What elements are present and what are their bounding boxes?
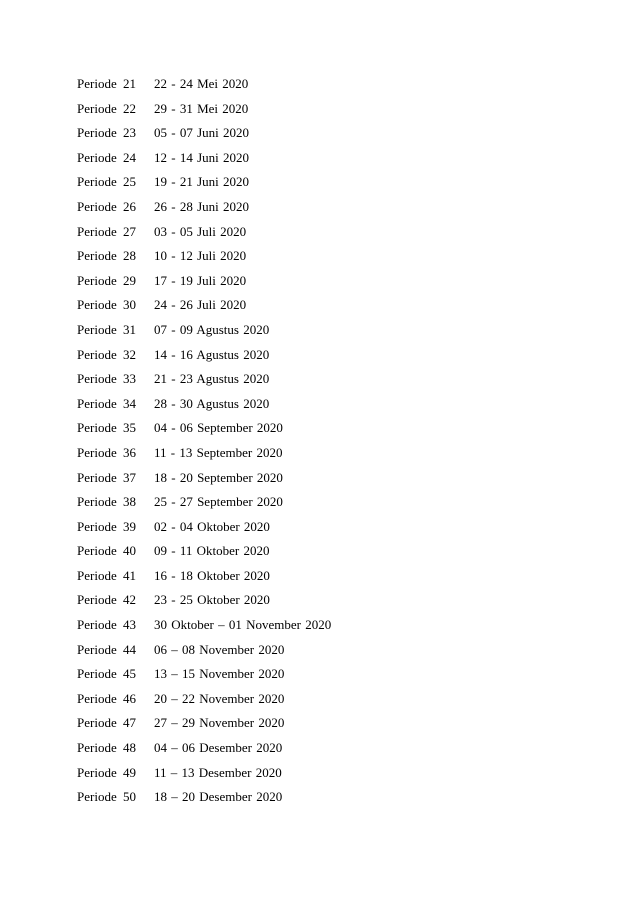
period-label: Periode 49 (77, 764, 136, 780)
period-dates: 23 - 25 Oktober 2020 (154, 592, 270, 608)
period-label: Periode 25 (77, 174, 136, 190)
period-dates: 24 - 26 Juli 2020 (154, 297, 247, 313)
schedule-row (77, 343, 577, 368)
period-label: Periode 39 (77, 518, 136, 534)
schedule-row (77, 392, 577, 417)
period-label: Periode 42 (77, 592, 136, 608)
period-dates: 17 - 19 Juli 2020 (154, 272, 247, 288)
period-label: Periode 23 (77, 125, 136, 141)
period-dates: 14 - 16 Agustus 2020 (154, 346, 270, 362)
period-dates: 10 - 12 Juli 2020 (154, 248, 247, 264)
period-label: Periode 21 (77, 76, 136, 91)
period-label: Periode 46 (77, 690, 136, 706)
period-dates: 11 - 13 September 2020 (154, 444, 283, 460)
period-label: Periode 48 (77, 740, 136, 756)
period-label: Periode 33 (77, 371, 136, 387)
schedule-row (77, 146, 577, 171)
schedule-row (77, 687, 577, 712)
schedule-row (77, 195, 577, 220)
period-label: Periode 47 (77, 715, 136, 731)
period-label: Periode 45 (77, 666, 136, 682)
period-dates: 25 - 27 September 2020 (154, 494, 283, 510)
period-label: Periode 31 (77, 321, 136, 337)
period-dates: 03 - 05 Juli 2020 (154, 223, 247, 239)
period-label: Periode 41 (77, 567, 136, 583)
period-label: Periode 22 (77, 100, 136, 116)
schedule-row (77, 441, 577, 466)
period-dates: 02 - 04 Oktober 2020 (154, 518, 270, 534)
period-dates: 06 – 08 November 2020 (154, 641, 285, 657)
schedule-row (77, 269, 577, 294)
period-label: Periode 27 (77, 223, 136, 239)
period-dates: 16 - 18 Oktober 2020 (154, 567, 270, 583)
period-dates: 05 - 07 Juni 2020 (154, 125, 249, 141)
period-label: Periode 26 (77, 198, 136, 214)
period-dates: 18 - 20 September 2020 (154, 469, 283, 485)
period-dates: 30 Oktober – 01 November 2020 (154, 617, 332, 633)
period-dates: 04 - 06 September 2020 (154, 420, 283, 436)
schedule-row (77, 367, 577, 392)
period-label: Periode 32 (77, 346, 136, 362)
schedule-row (77, 121, 577, 146)
schedule-row (77, 318, 577, 343)
schedule-row (77, 711, 577, 736)
schedule-row (77, 662, 577, 687)
period-dates: 20 – 22 November 2020 (154, 690, 285, 706)
schedule-row (77, 638, 577, 663)
schedule-row (77, 72, 577, 97)
schedule-row (77, 170, 577, 195)
schedule-row (77, 613, 577, 638)
period-label: Periode 34 (77, 395, 136, 411)
period-dates: 18 – 20 Desember 2020 (154, 789, 283, 805)
period-dates: 27 – 29 November 2020 (154, 715, 285, 731)
period-schedule-list (77, 72, 577, 810)
period-label: Periode 29 (77, 272, 136, 288)
period-label: Periode 43 (77, 617, 136, 633)
schedule-row (77, 588, 577, 613)
period-dates: 28 - 30 Agustus 2020 (154, 395, 270, 411)
period-dates: 19 - 21 Juni 2020 (154, 174, 249, 190)
schedule-row (77, 466, 577, 491)
schedule-row (77, 515, 577, 540)
period-label: Periode 44 (77, 641, 136, 657)
period-label: Periode 38 (77, 494, 136, 510)
period-label: Periode 30 (77, 297, 136, 313)
schedule-row (77, 761, 577, 786)
period-label: Periode 35 (77, 420, 136, 436)
schedule-row (77, 564, 577, 589)
period-dates: 13 – 15 November 2020 (154, 666, 285, 682)
period-dates: 21 - 23 Agustus 2020 (154, 371, 270, 387)
period-label: Periode 24 (77, 149, 136, 165)
period-dates: 12 - 14 Juni 2020 (154, 149, 249, 165)
period-dates: 29 - 31 Mei 2020 (154, 100, 249, 116)
schedule-row (77, 736, 577, 761)
schedule-row (77, 539, 577, 564)
schedule-row (77, 220, 577, 245)
period-label: Periode 50 (77, 789, 136, 805)
schedule-row (77, 97, 577, 122)
period-label: Periode 36 (77, 444, 136, 460)
period-label: Periode 37 (77, 469, 136, 485)
schedule-row (77, 490, 577, 515)
schedule-row (77, 416, 577, 441)
period-label: Periode 28 (77, 248, 136, 264)
period-dates: 09 - 11 Oktober 2020 (154, 543, 270, 559)
period-dates: 26 - 28 Juni 2020 (154, 198, 249, 214)
period-dates: 07 - 09 Agustus 2020 (154, 321, 270, 337)
schedule-row (77, 293, 577, 318)
period-dates: 04 – 06 Desember 2020 (154, 740, 283, 756)
schedule-row (77, 244, 577, 269)
period-dates: 22 - 24 Mei 2020 (154, 76, 249, 91)
period-dates: 11 – 13 Desember 2020 (154, 764, 282, 780)
schedule-row (77, 785, 577, 810)
period-label: Periode 40 (77, 543, 136, 559)
